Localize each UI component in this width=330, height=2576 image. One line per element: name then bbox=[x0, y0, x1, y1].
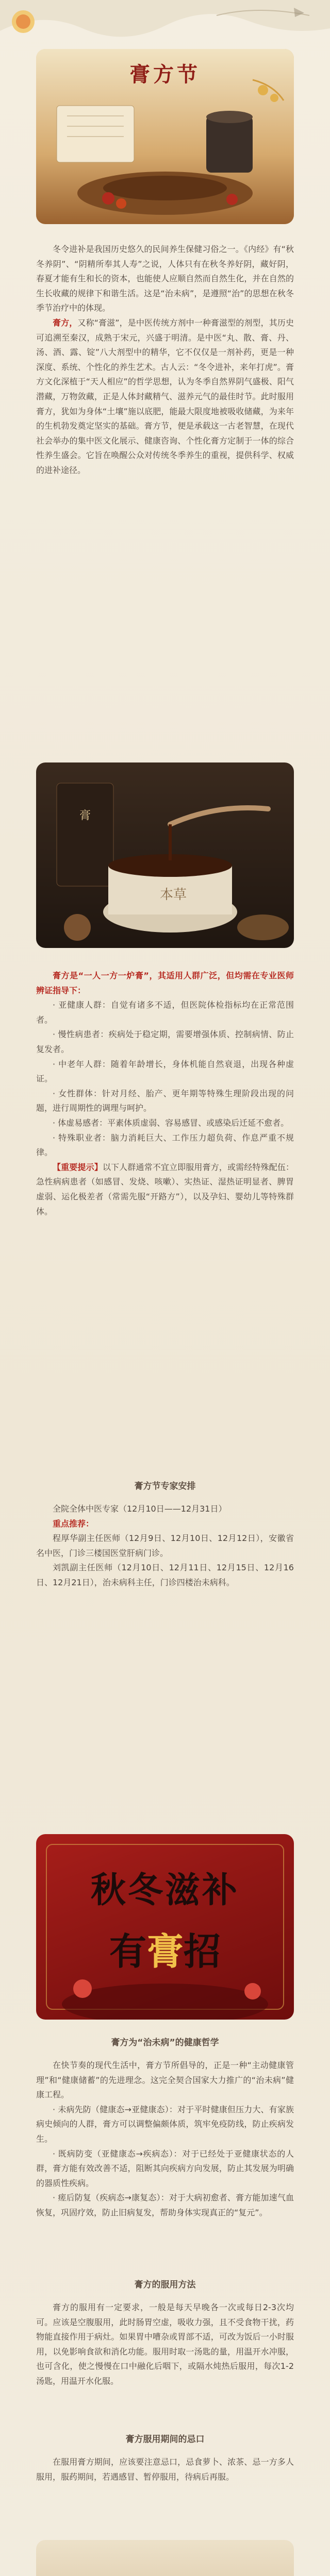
suitable-item: · 特殊职业者：脑力消耗巨大、工作压力超负荷、作息严重不规律。 bbox=[36, 1132, 294, 1158]
poster-word-you: 有 bbox=[109, 1929, 146, 1973]
philosophy-item: · 既病防变（亚健康态→疾病态）：对于已经处于亚健康状态的人群，膏方能有效改善不适，阻断其向疾病方向发展，防止其发展为明确的器质性疾病。 bbox=[36, 2148, 294, 2188]
hero-banner bbox=[36, 49, 294, 224]
intro-section bbox=[36, 242, 294, 478]
taboo-text: 在服用膏方期间，应该要注意忌口，忌食萝卜、浓茶、忌一方多人服用，服药期间，若遇感冒、暂停服用，待病后再服。 bbox=[36, 2457, 294, 2482]
philosophy-heading: 膏方为“治未病”的健康哲学 bbox=[111, 2038, 219, 2048]
important-notice bbox=[36, 1160, 294, 1219]
poster-word-zhao: 招 bbox=[184, 1929, 221, 1973]
recommend-label: 重点推荐： bbox=[53, 1518, 94, 1529]
suitable-item: · 亚健康人群：自觉有诸多不适，但医院体检指标均在正常范围者。 bbox=[36, 1000, 294, 1025]
page-title: 膏方节 bbox=[129, 62, 201, 87]
intro-paragraph-2 bbox=[36, 316, 294, 478]
suitable-item: · 体虚易感者：平素体质虚弱、容易感冒、或感染后迁延不愈者。 bbox=[53, 1117, 289, 1128]
usage-text: 膏方的服用有一定要求，一般是每天早晚各一次或每日2-3次均可。应该是空腹服用，此时肠胃空虚，吸收力强，且不受食物干扰，药物能直接作用于病灶。如果胃中嘈杂或胃部不适，可改为饭后一小时服用，以免影响食欲和消化功能。服用时取一汤匙的量，用温开水冲服，也可含化，使之慢慢在口中融化后咽下，或隔水炖热后服用，每次1-2汤匙，用温开水化服。 bbox=[36, 2302, 294, 2386]
suitable-item: · 中老年人群：随着年龄增长，身体机能自然衰退，出现各种虚证。 bbox=[36, 1059, 294, 1084]
expert-recommendation-1: 程厚华副主任医师（12月9日、12月10日、12月12日），安徽省名中医，门诊三楼国医堂肝病门诊。 bbox=[36, 1533, 294, 1558]
herbal-pot-photo bbox=[36, 2540, 294, 2576]
suitable-item: · 女性群体：针对月经、胎产、更年期等特殊生理阶段出现的问题，进行周期性的调理与呵护。 bbox=[36, 1088, 294, 1113]
expert-recommendation-2: 刘凯副主任医师（12月10日、12月11日、12月15日、12月16日、12月21日），治未病科主任，门诊四楼治未病科。 bbox=[36, 1563, 294, 1587]
paste-jar-photo bbox=[36, 762, 294, 948]
usage-section bbox=[36, 2300, 294, 2389]
svg-text:膏: 膏 bbox=[79, 809, 91, 822]
suitable-heading: 膏方是“一人一方一炉膏”，其适用人群广泛，但均需在专业医师辨证指导下： bbox=[36, 971, 294, 995]
philosophy-item: · 瘥后防复（疾病态→康复态）：对于大病初愈者、膏方能加速气血恢复，巩固疗效，防止旧病复发，帮助身体实现真正的“复元”。 bbox=[36, 2193, 294, 2217]
expert-schedule-section bbox=[36, 1502, 294, 1590]
intro-paragraph-1: 冬令进补是我国历史悠久的民间养生保健习俗之一。《内经》有“秋冬养阴”、“阴精所奉其人寿”之说，人体只有在秋冬养好阴，藏好阴，春夏才能有生和长的资本，也能使人应顺自然而自然生化，并在自然的生长收藏的规律下和谐生活。这是“治未病”，是遵照“治”的思想在秋冬季节治疗中的体现。 bbox=[36, 244, 294, 313]
taboo-heading: 膏方服用期间的忌口 bbox=[125, 2434, 205, 2445]
suitable-people-section bbox=[36, 969, 294, 1219]
intro-paragraph-2-text: 又称“膏滋”，是中医传统方剂中一种膏滋型的剂型，其历史可追溯至秦汉，成熟于宋元，兴盛于明清。是中医“丸、散、膏、丹、汤、酒、露、锭”八大剂型中的精华，它不仅仅是一剂补药，更是一种深度、系统、个性化的养生艺术。古人云：“冬令进补，来年打虎”。膏方文化深植于“天人相应”的哲学思想，认为冬季自然界阴气盛极、阳气潜藏，万物敛藏，正是人体封藏精气、滋养元气的最佳时节。此时服用膏方，犹如为身体“土壤”施以底肥，能最大限度地被吸收储藏，为来年的生机勃发奠定坚实的基础。膏方节，便是承载这一古老智慧，在现代社会举办的集中医文化展示、健康咨询、个性化膏方定制于一体的综合性养生盛会。它旨在唤醒公众对传统冬季养生的重视，提供科学、权威的进补途径。 bbox=[36, 317, 294, 475]
expert-period: 全院全体中医专家（12月10日——12月31日） bbox=[53, 1504, 227, 1514]
expert-schedule-heading: 膏方节专家安排 bbox=[134, 1481, 196, 1492]
philosophy-paragraph: 在快节奏的现代生活中，膏方节所倡导的，正是一种“主动健康管理”和“健康储蓄”的先进理念。这完全契合国家大力推广的“治未病”健康工程。 bbox=[36, 2060, 294, 2100]
gaofang-label: 膏方， bbox=[53, 317, 78, 328]
philosophy-item: · 未病先防（健康态→亚健康态）：对于平时健康但压力大、有家族病史倾向的人群，膏方可以调整偏颇体质，筑牢免疫防线，防止疾病发生。 bbox=[36, 2104, 294, 2144]
poster-line-2 bbox=[36, 1922, 294, 1975]
notice-text: 以下人群通常不宜立即服用膏方，或需经特殊配伍：急性病病患者（如感冒、发烧、咳嗽）、实热证、湿热证明显者、脾胃虚弱、运化极差者（常需先服“开路方”），以及孕妇、婴幼儿等特殊群体。 bbox=[36, 1162, 294, 1216]
suitable-item: · 慢性病患者：疾病处于稳定期，需要增强体质、控制病情、防止复发者。 bbox=[36, 1029, 294, 1054]
philosophy-section bbox=[36, 2058, 294, 2221]
poster-word-gao: 膏 bbox=[146, 1929, 184, 1973]
taboo-section bbox=[36, 2455, 294, 2484]
poster-line-1: 秋冬滋补 bbox=[90, 1870, 239, 1911]
notice-label: 【重要提示】 bbox=[53, 1162, 103, 1172]
svg-text:本草: 本草 bbox=[160, 887, 187, 903]
autumn-winter-poster bbox=[36, 1834, 294, 2020]
usage-heading: 膏方的服用方法 bbox=[134, 2280, 196, 2290]
